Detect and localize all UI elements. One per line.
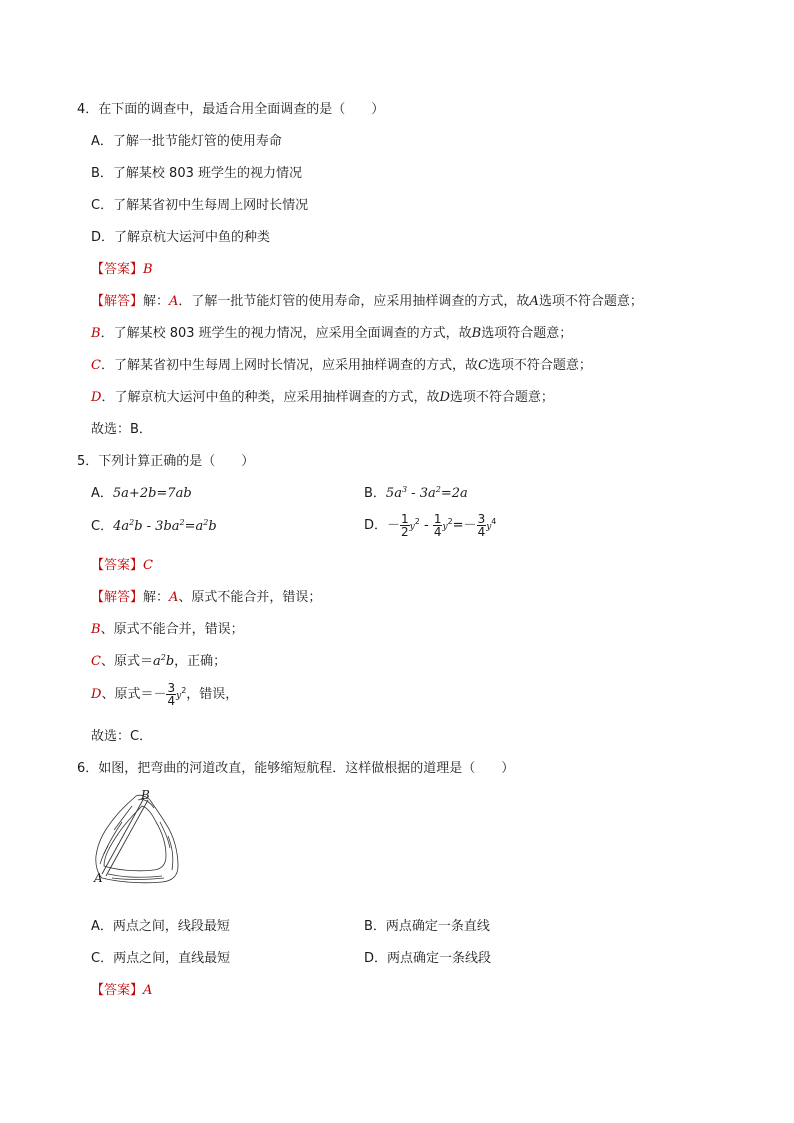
figure-label-a: A <box>94 871 103 885</box>
river-texture <box>114 806 132 830</box>
river-texture <box>112 878 164 880</box>
solution-label: 【解答】 <box>91 294 144 309</box>
q5-option-c: C．$4a^2b - 3ba^2=a^2b$ <box>91 518 217 534</box>
q5-option-a-expr: 5a+2b=7ab <box>112 486 192 501</box>
q5-solution-b: B、原式不能合并，错误； <box>91 622 244 637</box>
q6-stem: 6．如图，把弯曲的河道改直，能够缩短航程．这样做根据的道理是（ ） <box>77 761 515 776</box>
q5-stem: 5．下列计算正确的是（ ） <box>77 454 255 469</box>
q4-option-a: A．了解一批节能灯管的使用寿命 <box>91 134 282 149</box>
q4-option-d: D．了解京杭大运河中鱼的种类 <box>91 230 271 245</box>
q4-solution-line-1: 【解答】解：A．了解一批节能灯管的使用寿命，应采用抽样调查的方式，故A选项不符合题意； <box>91 294 643 309</box>
q5-option-b: B．$5a^3 - 3a^2=2a$ <box>364 485 468 501</box>
river-texture <box>100 846 108 864</box>
q4-answer <box>91 261 153 279</box>
q4-option-c: C．了解某省初中生每周上网时长情况 <box>91 198 309 213</box>
q5-solution-a: 【解答】解：A、原式不能合并，错误； <box>91 590 322 605</box>
q5-solution-d-fraction: $\frac{3}{4}$ <box>167 681 176 708</box>
q5-solution-c: C、原式$=a^2b$，正确； <box>91 653 227 669</box>
straight-channel <box>102 798 144 874</box>
figure-label-b: B <box>141 788 150 802</box>
q5-conclusion: 故选：C． <box>91 729 153 744</box>
answer-label: 【答案】 <box>91 558 144 573</box>
solution-label: 【解答】 <box>91 590 144 605</box>
river-figure <box>92 786 180 886</box>
river-texture <box>104 822 122 854</box>
answer-label: 【答案】 <box>91 262 144 277</box>
q5-solution-c-expr: $a^2b$ <box>152 653 175 669</box>
river-texture <box>108 874 162 877</box>
q4-solution-line-4: D．了解京杭大运河中鱼的种类，应采用抽样调查的方式，故D选项不符合题意； <box>91 390 554 405</box>
q6-option-c: C．两点之间，直线最短 <box>91 951 231 966</box>
answer-value: C <box>143 558 153 573</box>
river-outer-bank <box>96 795 178 883</box>
q6-option-d: D．两点确定一条线段 <box>364 951 492 966</box>
q5-option-d-expr: － $\frac{1}{2}$ $y^2$ - $\frac{1}{4}$ $y^2=-$ $\frac{3}{4}$ $y^4$ <box>387 512 497 539</box>
answer-label: 【答案】 <box>91 983 144 998</box>
q5-answer <box>91 557 153 575</box>
q4-stem: 4．在下面的调查中，最适合用全面调查的是（ ） <box>77 102 385 117</box>
q5-option-b-expr: $5a^3 - 3a^2=2a$ <box>385 485 468 501</box>
q5-option-a: A．5a+2b=7ab <box>91 486 192 501</box>
river-inner-bank <box>104 806 166 871</box>
q4-option-b: B．了解某校 803 班学生的视力情况 <box>91 166 302 181</box>
q5-option-c-expr: $4a^2b - 3ba^2=a^2b$ <box>113 518 217 534</box>
q5-solution-d: D、原式＝－ $\frac{3}{4}$ $y^2$，错误， <box>91 681 239 708</box>
river-texture <box>168 836 173 870</box>
q4-solution-line-3: C．了解某省初中生每周上网时长情况，应采用抽样调查的方式，故C选项不符合题意； <box>91 358 592 373</box>
q4-conclusion: 故选：B． <box>91 422 152 437</box>
q6-option-b: B．两点确定一条直线 <box>364 919 490 934</box>
answer-value: A <box>143 983 153 998</box>
q6-answer <box>91 982 152 1000</box>
q6-option-a: A．两点之间，线段最短 <box>91 919 230 934</box>
answer-value: B <box>143 262 153 277</box>
q4-solution-line-2: B．了解某校 803 班学生的视力情况，应采用全面调查的方式，故B选项符合题意； <box>91 326 573 341</box>
q5-option-d: D．－ $\frac{1}{2}$ $y^2$ - $\frac{1}{4}$ $y^2=-$ $\frac{3}{4}$ $y^4$ <box>364 512 497 539</box>
